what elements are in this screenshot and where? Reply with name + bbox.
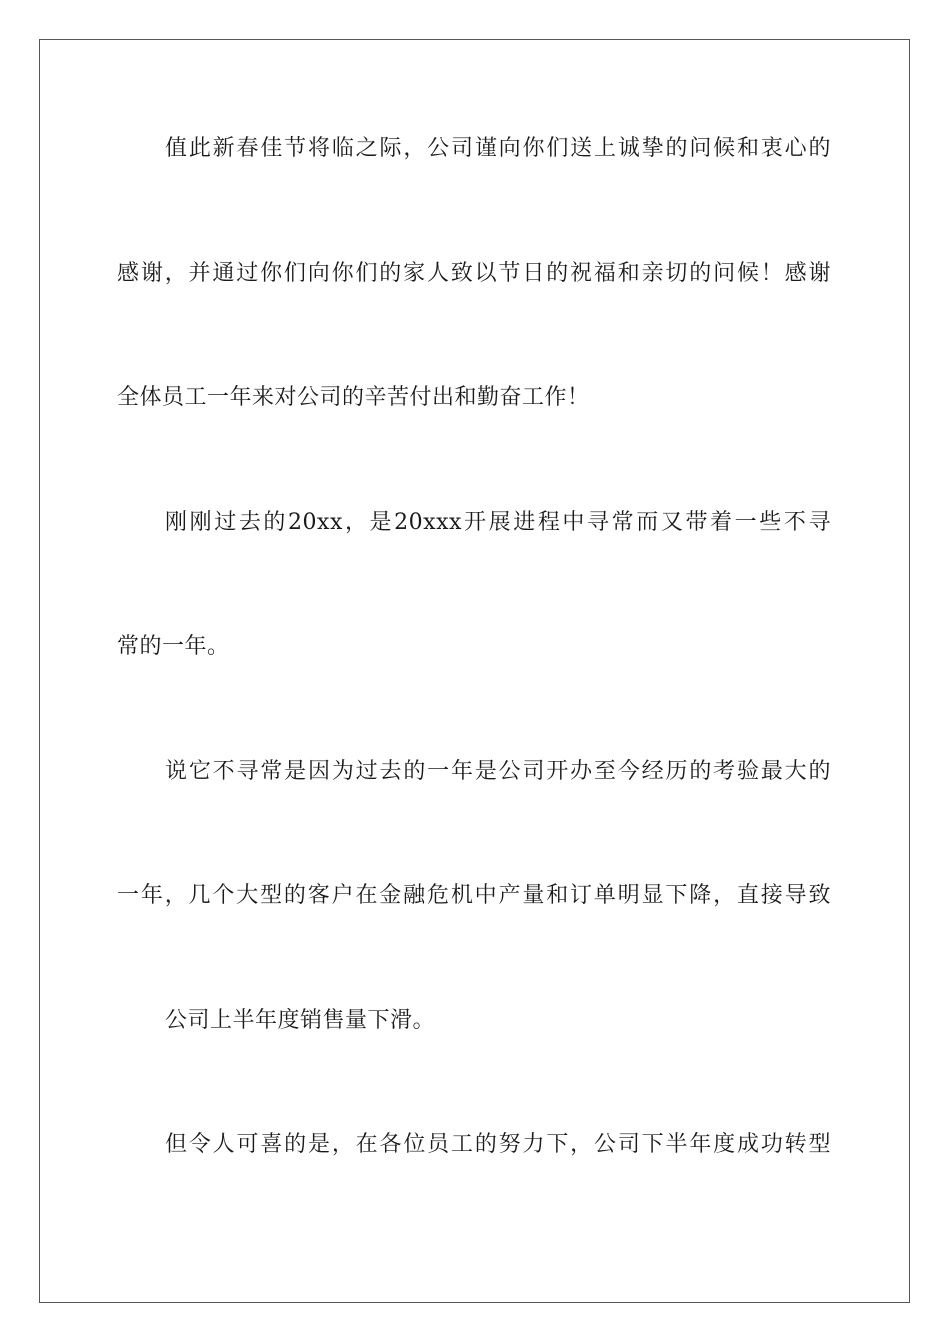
text-line: 公司上半年度销售量下滑。 [165, 1008, 436, 1033]
text-line: 感谢，并通过你们向你们的家人致以节日的祝福和亲切的问候！感谢 [117, 261, 831, 286]
page-frame [39, 39, 910, 1303]
text-line: 刚刚过去的20xx，是20xxx开展进程中寻常而又带着一些不寻 [165, 510, 831, 535]
text-line: 常的一年。 [117, 634, 230, 659]
text-line: 一年，几个大型的客户在金融危机中产量和订单明显下降，直接导致 [117, 883, 831, 908]
text-line: 全体员工一年来对公司的辛苦付出和勤奋工作！ [117, 385, 590, 410]
text-line: 但令人可喜的是，在各位员工的努力下，公司下半年度成功转型 [165, 1132, 831, 1157]
text-line: 值此新春佳节将临之际，公司谨向你们送上诚挚的问候和衷心的 [165, 136, 831, 161]
text-line: 说它不寻常是因为过去的一年是公司开办至今经历的考验最大的 [165, 759, 831, 784]
